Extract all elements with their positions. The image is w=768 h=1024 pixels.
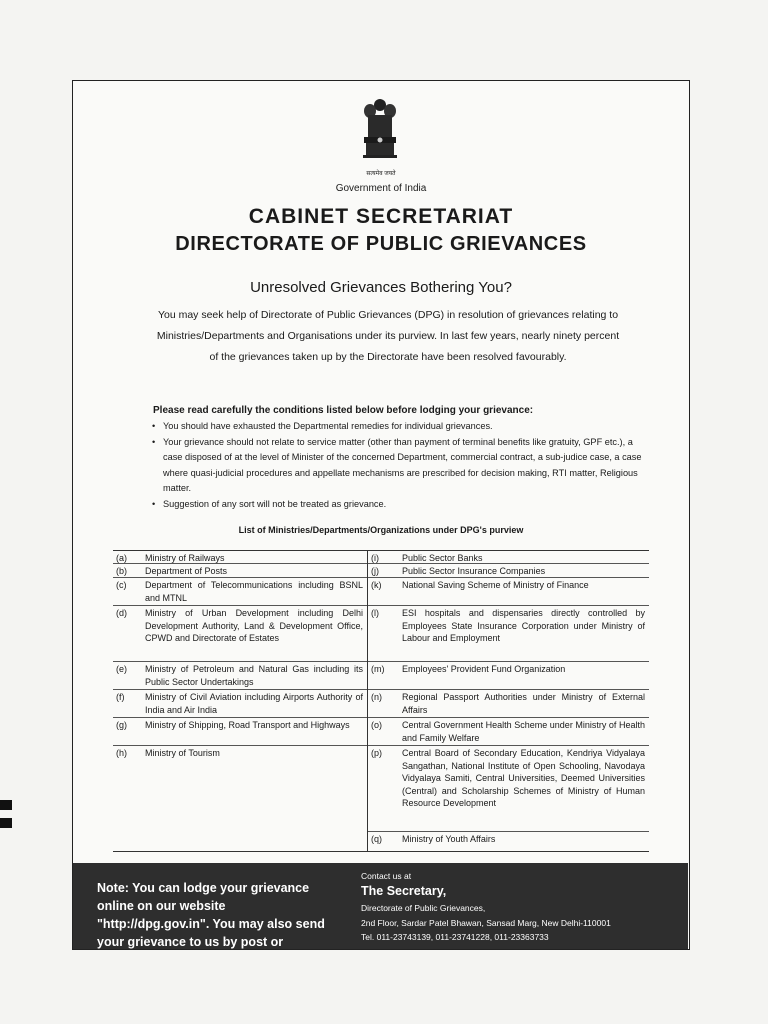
intro-text: You may seek help of Directorate of Public Grievances (DPG) in resolution of grievances relating to Ministries/Departments and Organisations under its purview. In last few years, nearly ninety percent of the grievances taken up by the Directorate have been resolved favourably. (156, 309, 620, 363)
list-item-text: Central Government Health Scheme under Ministry of Health and Family Welfare (402, 720, 645, 743)
list-item (113, 564, 367, 578)
list-item (368, 578, 649, 606)
list-item-code: (l) (371, 608, 379, 618)
list-item-text: Ministry of Urban Development including Delhi Development Authority, Land & Development Office, CPWD and Directorate of Estates (145, 608, 363, 643)
list-item-code: (a) (116, 553, 127, 563)
condition-item: • You should have exhausted the Departmental remedies for individual grievances. (163, 419, 643, 435)
list-item-code: (f) (116, 692, 125, 702)
ministries-table (113, 550, 649, 852)
footer-banner (73, 863, 688, 949)
contact-label: Contact us at (361, 871, 412, 881)
conditions-heading: Please read carefully the conditions listed below before lodging your grievance: (153, 405, 534, 416)
list-item-code: (q) (371, 834, 382, 844)
list-item-text: Public Sector Insurance Companies (402, 566, 546, 576)
list-item-text: Department of Telecommunications including BSNL and MTNL (145, 580, 363, 603)
list-item (113, 578, 367, 606)
list-item-code: (b) (116, 566, 127, 576)
list-item-text: National Saving Scheme of Ministry of Finance (402, 580, 589, 590)
intro-heading: Unresolved Grievances Bothering You? (250, 279, 512, 296)
list-item-text: Central Board of Secondary Education, Kendriya Vidyalaya Sangathan, National Institute of Open Schooling, Navodaya Vidyalaya Samiti, Central Universities, Deemed Universities (Central) and Scholarship Schemes of Ministry of Human Resource Development (402, 748, 645, 808)
list-item (368, 690, 649, 718)
list-item-code: (h) (116, 748, 127, 758)
list-item-text: Ministry of Tourism (145, 748, 220, 758)
list-item (113, 718, 367, 746)
contact-address: 2nd Floor, Sardar Patel Bhawan, Sansad Marg, New Delhi-110001 (361, 918, 611, 928)
list-item-code: (e) (116, 664, 127, 674)
condition-item: • Your grievance should not relate to service matter (other than payment of terminal benefits like gratuity, GPF etc.), a case disposed of at the level of Minister of the concerned Department, commercial contract, a sub-judice case, a case where quasi-judicial procedures and appellate mechanisms are prescribed for decision making, RTI matter, Religious matter. (163, 435, 643, 497)
list-title: List of Ministries/Departments/Organizations under DPG's purview (238, 525, 524, 535)
list-item (368, 662, 649, 690)
list-item-text: Ministry of Civil Aviation including Airports Authority of India and Air India (145, 692, 363, 715)
contact-org: Directorate of Public Grievances, (361, 903, 486, 913)
list-item (368, 718, 649, 746)
list-item-text: Employees' Provident Fund Organization (402, 664, 566, 674)
notice-page (72, 80, 690, 950)
list-item-text: Ministry of Railways (145, 553, 225, 563)
government-line: Government of India (335, 183, 427, 194)
list-item (368, 832, 649, 851)
list-item-code: (n) (371, 692, 382, 702)
contact-phone: Tel. 011-23743139, 011-23741228, 011-23363733 (361, 932, 549, 942)
contact-name: The Secretary, (361, 884, 447, 898)
list-item-code: (k) (371, 580, 382, 590)
list-item (368, 551, 649, 564)
list-item-code: (g) (116, 720, 127, 730)
condition-item: • Suggestion of any sort will not be treated as grievance. (163, 497, 643, 513)
list-item (368, 746, 649, 832)
list-item-code: (i) (371, 553, 379, 563)
list-item-text: Department of Posts (145, 566, 228, 576)
list-item (368, 606, 649, 662)
list-item-code: (p) (371, 748, 382, 758)
list-item (368, 564, 649, 578)
list-item-code: (m) (371, 664, 385, 674)
list-item-code: (c) (116, 580, 127, 590)
list-item-text: Regional Passport Authorities under Ministry of External Affairs (402, 692, 645, 715)
list-item (113, 662, 367, 690)
list-item (113, 606, 367, 662)
conditions-list (151, 419, 643, 512)
list-item-text: Public Sector Banks (402, 553, 483, 563)
list-item-code: (o) (371, 720, 382, 730)
online-note: Note: You can lodge your grievance online on our website "http://dpg.gov.in". You may also send your grievance to us by post or (97, 881, 325, 949)
list-item (113, 551, 367, 564)
page-title: CABINET SECRETARIAT (248, 205, 514, 228)
list-item-text: Ministry of Youth Affairs (402, 834, 496, 844)
list-item-text: Ministry of Shipping, Road Transport and Highways (145, 720, 350, 730)
scan-edge-marks (0, 800, 12, 860)
page-subtitle: DIRECTORATE OF PUBLIC GRIEVANCES (175, 233, 587, 255)
list-item-code: (d) (116, 608, 127, 618)
list-item-text: ESI hospitals and dispensaries directly controlled by Employees State Insurance Corporation under Ministry of Labour and Employment (402, 608, 645, 643)
emblem-motto: सत्यमेव जयते (366, 171, 396, 177)
list-item (113, 746, 367, 851)
list-item-text: Ministry of Petroleum and Natural Gas including its Public Sector Undertakings (145, 664, 363, 687)
national-emblem-icon (357, 97, 403, 171)
list-item (113, 690, 367, 718)
list-item-code: (j) (371, 566, 379, 576)
